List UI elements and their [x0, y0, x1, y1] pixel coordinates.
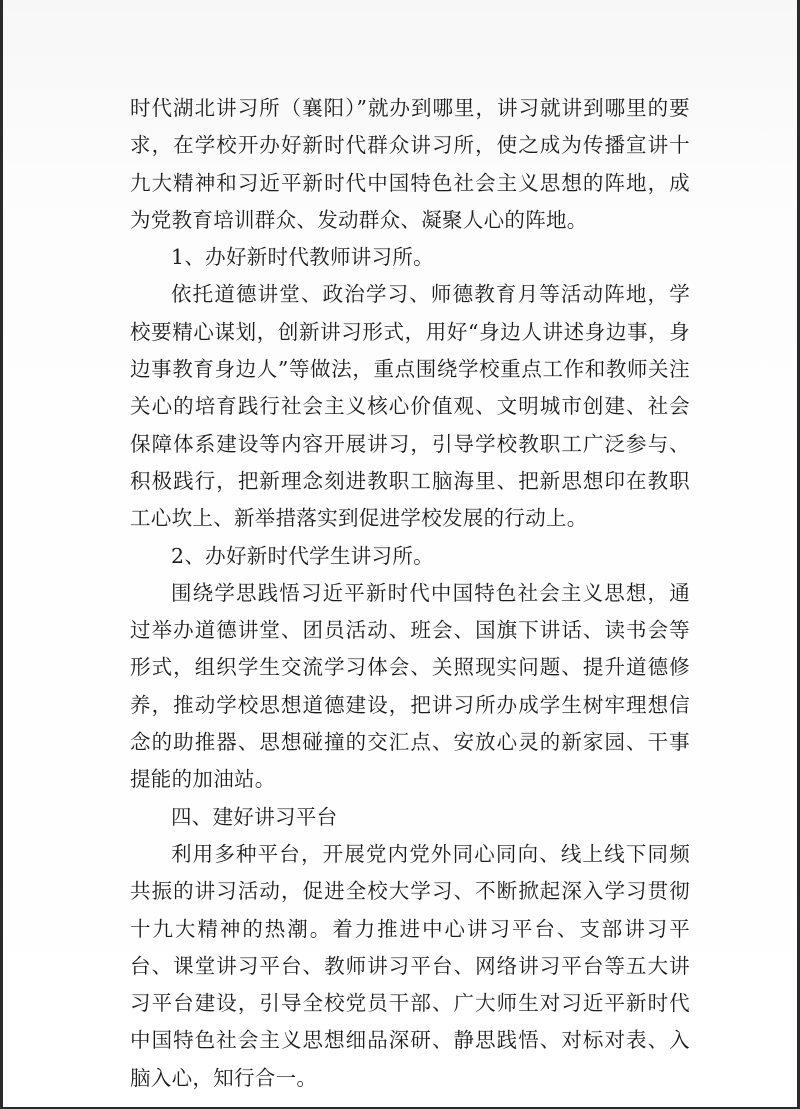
heading-teacher-lecture-hall: 1、办好新时代教师讲习所。 — [171, 245, 434, 270]
paragraph-teacher-lecture-hall: 依托道德讲堂、政治学习、师德教育月等活动阵地，学校要精心谋划，创新讲习形式，用好“身边人讲述身边事，身边事教育身边人”等做法，重点围绕学校重点工作和教师关注关心的培育践行社会主义核心价值观、文明城市创建、社会保障体系建设等内容开展讲习，引导学校教职工广泛参与、积极践行，把新理念刻进教职工脑海里、把新思想印在教职工心坎上、新举措落实到促进学校发展的行动上。 — [130, 282, 690, 531]
document-body — [130, 90, 690, 1097]
paragraph-intro-continuation: 时代湖北讲习所（襄阳）”就办到哪里，讲习就讲到哪里的要求，在学校开办好新时代群众讲习所，使之成为传播宣讲十九大精神和习近平新时代中国特色社会主义思想的阵地，成为党教育培训群众、发动群众、凝聚人心的阵地。 — [130, 96, 690, 232]
paragraph-student-lecture-hall: 围绕学思践悟习近平新时代中国特色社会主义思想，通过举办道德讲堂、团员活动、班会、国旗下讲话、读书会等形式，组织学生交流学习体会、关照现实问题、提升道德修养，推动学校思想道德建设，把讲习所办成学生树牢理想信念的助推器、思想碰撞的交汇点、安放心灵的新家园、干事提能的加油站。 — [130, 580, 690, 792]
heading-lecture-platform: 四、建好讲习平台 — [171, 804, 338, 829]
paragraph-lecture-platform: 利用多种平台，开展党内党外同心同向、线上线下同频共振的讲习活动，促进全校大学习、不断掀起深入学习贯彻十九大精神的热潮。着力推进中心讲习平台、支部讲习平台、课堂讲习平台、教师讲习平台、网络讲习平台等五大讲习平台建设，引导全校党员干部、广大师生对习近平新时代中国特色社会主义思想细品深研、静思践悟、对标对表、入脑入心，知行合一。 — [130, 841, 690, 1090]
heading-student-lecture-hall: 2、办好新时代学生讲习所。 — [171, 543, 434, 568]
